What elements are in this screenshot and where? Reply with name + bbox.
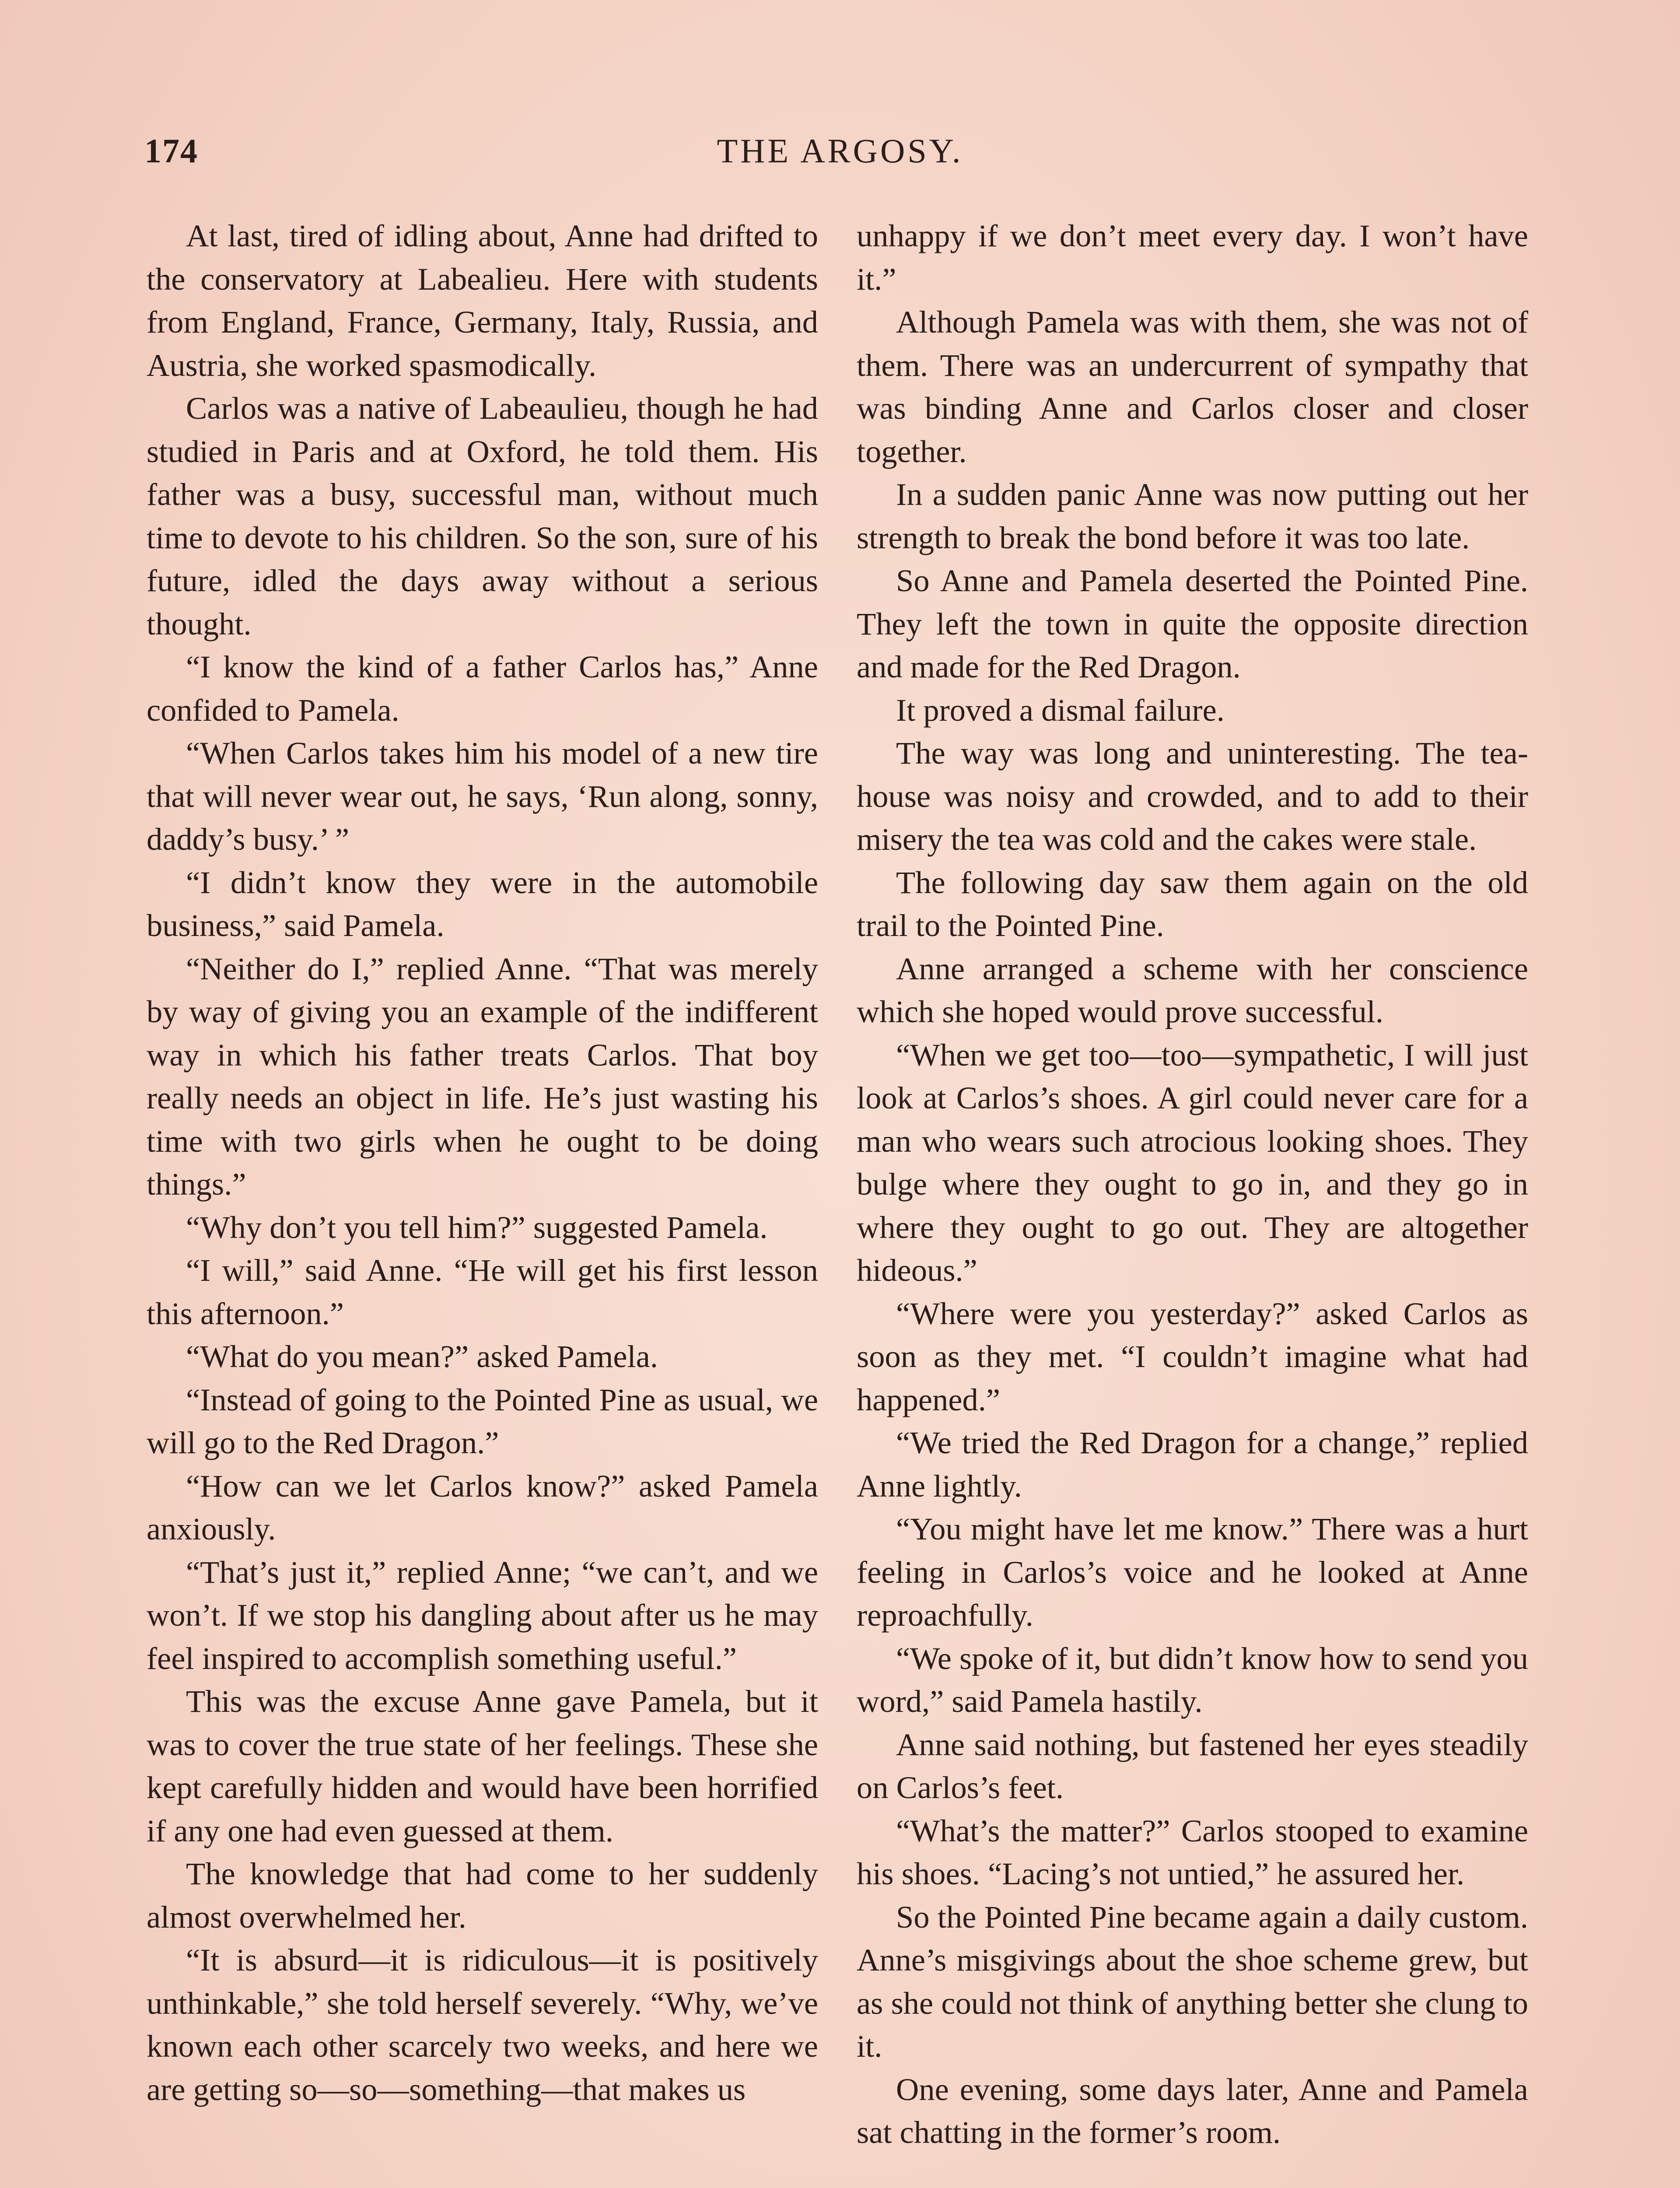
paragraph: At last, tired of idling about, Anne had drifted to the conservatory at Labealieu. Here with students from England, France, Germany, Italy, Russia, and Austria, she worked spasmodically. bbox=[147, 218, 818, 383]
left-text-column bbox=[147, 214, 818, 2111]
paragraph: “What’s the matter?” Carlos stooped to examine his shoes. “Lacing’s not untied,” he assured her. bbox=[857, 1813, 1528, 1891]
paragraph: Anne arranged a scheme with her conscience which she hoped would prove successful. bbox=[857, 950, 1528, 1029]
paragraph: “When we get too—too—sympathetic, I will just look at Carlos’s shoes. A girl could never care for a man who wears such atrocious looking shoes. They bulge where they ought to go in, and they go in where they ought to go out. They are altogether hideous.” bbox=[857, 1037, 1528, 1288]
page-header bbox=[144, 131, 1536, 179]
right-text-column bbox=[857, 214, 1528, 2154]
paragraph: This was the excuse Anne gave Pamela, but it was to cover the true state of her feelings. These she kept carefully hidden and would have been horrified if any one had even guessed at them. bbox=[147, 1683, 818, 1848]
paragraph: “Neither do I,” replied Anne. “That was merely by way of giving you an example of the indifferent way in which his father treats Carlos. That boy really needs an object in life. He’s just wasting his time with two girls when he ought to be doing things.” bbox=[147, 950, 818, 1202]
paragraph: “How can we let Carlos know?” asked Pamela anxiously. bbox=[147, 1468, 818, 1546]
paragraph: “I will,” said Anne. “He will get his first lesson this afternoon.” bbox=[147, 1252, 818, 1331]
paragraph: “I know the kind of a father Carlos has,” Anne confided to Pamela. bbox=[147, 649, 818, 728]
paragraph: “Instead of going to the Pointed Pine as usual, we will go to the Red Dragon.” bbox=[147, 1382, 818, 1460]
paragraph: “What do you mean?” asked Pamela. bbox=[186, 1339, 658, 1374]
running-title: THE ARGOSY. bbox=[717, 132, 963, 170]
paragraph: “Where were you yesterday?” asked Carlos as soon as they met. “I couldn’t imagine what had happened.” bbox=[857, 1295, 1528, 1417]
paragraph: “You might have let me know.” There was a hurt feeling in Carlos’s voice and he looked at Anne reproachfully. bbox=[857, 1511, 1528, 1633]
paragraph: The following day saw them again on the old trail to the Pointed Pine. bbox=[857, 864, 1528, 943]
page-number: 174 bbox=[144, 132, 198, 170]
paragraph: unhappy if we don’t meet every day. I won’t have it.” bbox=[857, 218, 1528, 297]
paragraph: “It is absurd—it is ridiculous—it is positively unthinkable,” she told herself severely. “Why, we’ve known each other scarcely two weeks, and here we are getting so—so—something—that makes us bbox=[147, 1942, 818, 2107]
paragraph: The way was long and uninteresting. The tea-house was noisy and crowded, and to add to their misery the tea was cold and the cakes were stale. bbox=[857, 735, 1528, 857]
paragraph: “Why don’t you tell him?” suggested Pamela. bbox=[186, 1209, 768, 1245]
paragraph: It proved a dismal failure. bbox=[896, 692, 1225, 728]
paragraph: “We spoke of it, but didn’t know how to send you word,” said Pamela hastily. bbox=[857, 1640, 1528, 1719]
paragraph: “We tried the Red Dragon for a change,” replied Anne lightly. bbox=[857, 1425, 1528, 1504]
paragraph: “I didn’t know they were in the automobile business,” said Pamela. bbox=[147, 864, 818, 943]
paragraph: Anne said nothing, but fastened her eyes steadily on Carlos’s feet. bbox=[857, 1726, 1528, 1805]
paragraph: Although Pamela was with them, she was not of them. There was an undercurrent of sympathy that was binding Anne and Carlos closer and closer together. bbox=[857, 304, 1528, 469]
paragraph: One evening, some days later, Anne and Pamela sat chatting in the former’s room. bbox=[857, 2071, 1528, 2150]
paragraph: Carlos was a native of Labeaulieu, though he had studied in Paris and at Oxford, he told them. His father was a busy, successful man, without much time to devote to his children. So the son, sure of his future, idled the days away without a serious thought. bbox=[147, 390, 818, 642]
paragraph: “When Carlos takes him his model of a new tire that will never wear out, he says, ‘Run along, sonny, daddy’s busy.’ ” bbox=[147, 735, 818, 857]
paragraph: In a sudden panic Anne was now putting out her strength to break the bond before it was too late. bbox=[857, 477, 1528, 555]
paragraph: So Anne and Pamela deserted the Pointed Pine. They left the town in quite the opposite direction and made for the Red Dragon. bbox=[857, 563, 1528, 684]
paragraph: “That’s just it,” replied Anne; “we can’t, and we won’t. If we stop his dangling about after us he may feel inspired to accomplish something useful.” bbox=[147, 1554, 818, 1676]
paragraph: So the Pointed Pine became again a daily custom. Anne’s misgivings about the shoe scheme grew, but as she could not think of anything better she clung to it. bbox=[857, 1899, 1528, 2064]
paragraph: The knowledge that had come to her suddenly almost overwhelmed her. bbox=[147, 1856, 818, 1935]
